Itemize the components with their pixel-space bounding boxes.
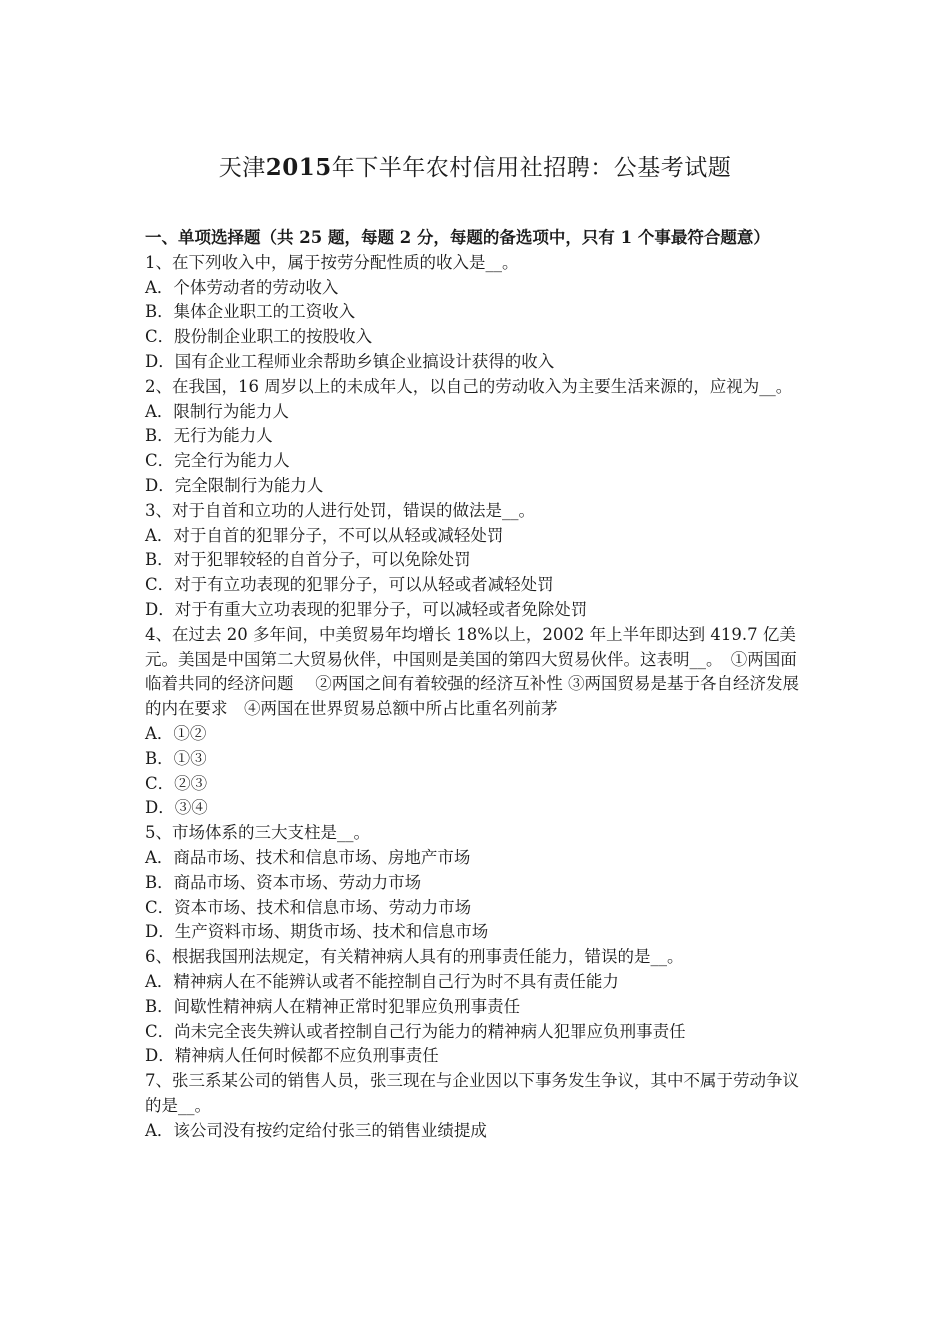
option-c: C．对于有立功表现的犯罪分子，可以从轻或者减轻处罚 [145,575,554,595]
option-d: D．③④ [145,798,208,818]
option-c: C．股份制企业职工的按股收入 [145,327,373,347]
option-b: B．集体企业职工的工资收入 [145,302,356,322]
option-a: A．商品市场、技术和信息市场、房地产市场 [145,847,471,867]
option-c: C．②③ [145,773,208,793]
question-3 [145,499,810,623]
option-b: B．①③ [145,748,207,768]
option-c: C．完全行为能力人 [145,451,290,471]
option-d: D．国有企业工程师业余帮助乡镇企业搞设计获得的收入 [145,351,555,371]
question-stem: 2、在我国，16 周岁以上的未成年人，以自己的劳动收入为主要生活来源的，应视为__。 [145,376,793,396]
option-a: A．精神病人在不能辨认或者不能控制自己行为时不具有责任能力 [145,971,619,991]
option-b: B．无行为能力人 [145,426,273,446]
question-stem: 7、张三系某公司的销售人员，张三现在与企业因以下事务发生争议，其中不属于劳动争议的是__。 [145,1071,799,1115]
title-year: 2015 [265,154,332,181]
question-stem: 3、对于自首和立功的人进行处罚，错误的做法是__。 [145,500,535,520]
question-stem: 1、在下列收入中，属于按劳分配性质的收入是__。 [145,252,519,272]
option-a: A．限制行为能力人 [145,401,289,421]
option-d: D．生产资料市场、期货市场、技术和信息市场 [145,922,489,942]
document-title [0,150,950,186]
option-b: B．商品市场、资本市场、劳动力市场 [145,872,422,892]
question-stem: 6、根据我国刑法规定，有关精神病人具有的刑事责任能力，错误的是__。 [145,947,684,967]
question-stem: 4、在过去 20 多年间，中美贸易年均增长 18%以上，2002 年上半年即达到 419.7 亿美元。美国是中国第二大贸易伙伴，中国则是美国的第四大贸易伙伴。这表明__。 ①两国面临着共同的经济问题 ②两国之间有着较强的经济互补性 ③两国贸易是基于各自经济发展的内在要求 ④两国在世界贸易总额中所占比重名列前茅 [145,624,799,719]
option-c: C．尚未完全丧失辨认或者控制自己行为能力的精神病人犯罪应负刑事责任 [145,1021,686,1041]
option-a: A．对于自首的犯罪分子，不可以从轻或减轻处罚 [145,525,504,545]
option-a: A．①② [145,723,207,743]
title-part1: 天津 [218,155,266,181]
option-d: D．对于有重大立功表现的犯罪分子，可以减轻或者免除处罚 [145,599,588,619]
question-4 [145,623,810,821]
document-body [145,226,810,1143]
section-heading: 一、单项选择题（共 25 题，每题 2 分，每题的备选项中，只有 1 个事最符合题意） [145,228,770,247]
question-stem: 5、市场体系的三大支柱是__。 [145,823,370,843]
question-5 [145,821,810,945]
option-d: D．精神病人任何时候都不应负刑事责任 [145,1046,439,1066]
option-b: B．对于犯罪较轻的自首分子，可以免除处罚 [145,550,471,570]
question-7 [145,1069,810,1143]
option-a: A．个体劳动者的劳动收入 [145,277,339,297]
question-1 [145,251,810,375]
question-2 [145,375,810,499]
option-b: B．间歇性精神病人在精神正常时犯罪应负刑事责任 [145,996,521,1016]
option-d: D．完全限制行为能力人 [145,475,324,495]
option-c: C．资本市场、技术和信息市场、劳动力市场 [145,897,472,917]
question-6 [145,945,810,1069]
title-part2: 年下半年农村信用社招聘：公基考试题 [331,155,732,181]
option-a: A．该公司没有按约定给付张三的销售业绩提成 [145,1120,487,1140]
